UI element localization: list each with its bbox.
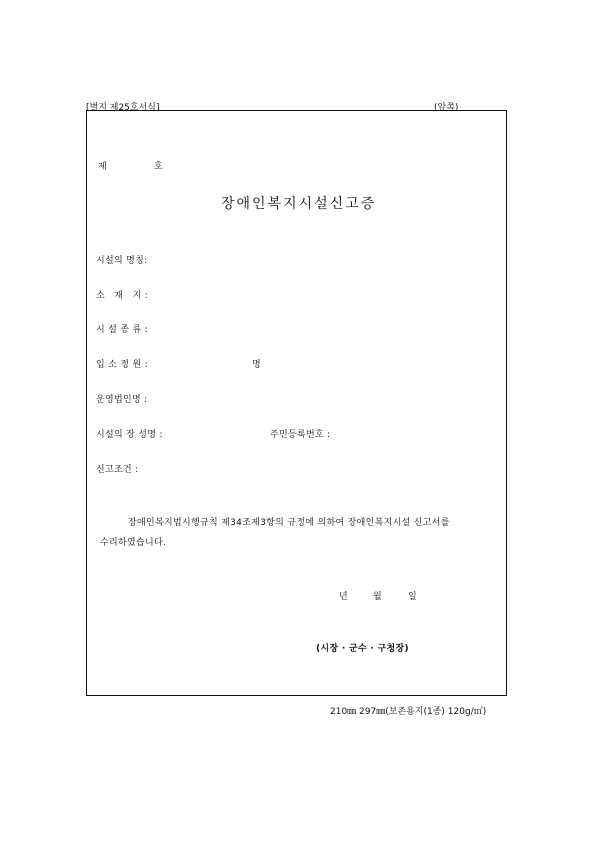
operator-label: 운영법인명 : xyxy=(96,395,148,405)
date-year: 년 xyxy=(339,592,348,602)
location-label: 소 재 지 : xyxy=(96,291,149,301)
form-number: [별지 제25호서식] xyxy=(86,103,160,113)
date-month: 월 xyxy=(373,592,382,602)
capacity-unit: 명 xyxy=(252,360,261,370)
document-number-suffix: 호 xyxy=(154,162,163,172)
document-title: 장애인복지시설신고증 xyxy=(221,196,377,212)
page-side-label: (앞쪽) xyxy=(434,103,459,113)
statement-line-2: 수리하였습니다. xyxy=(100,538,167,548)
capacity-label: 입 소 정 원 : xyxy=(96,360,148,370)
date-day: 일 xyxy=(408,592,417,602)
statement-line-1: 장애인복지법시행규칙 제34조제3항의 규정에 의하여 장애인복지시설 신고서를 xyxy=(128,518,450,528)
conditions-label: 신고조건 : xyxy=(96,465,139,475)
facility-name-label: 시설의 명칭: xyxy=(96,256,148,266)
paper-spec: 210㎜ 297㎜(보존용지(1종) 120g/㎡) xyxy=(330,707,487,717)
facility-type-label: 시 설 종 류 : xyxy=(96,325,148,335)
resident-number-label: 주민등록번호 : xyxy=(270,430,331,440)
document-number-label: 제 xyxy=(98,162,107,172)
director-name-label: 시설의 장 성명 : xyxy=(96,430,163,440)
issuer-signature: (시장 · 군수 · 구청장) xyxy=(316,644,409,654)
